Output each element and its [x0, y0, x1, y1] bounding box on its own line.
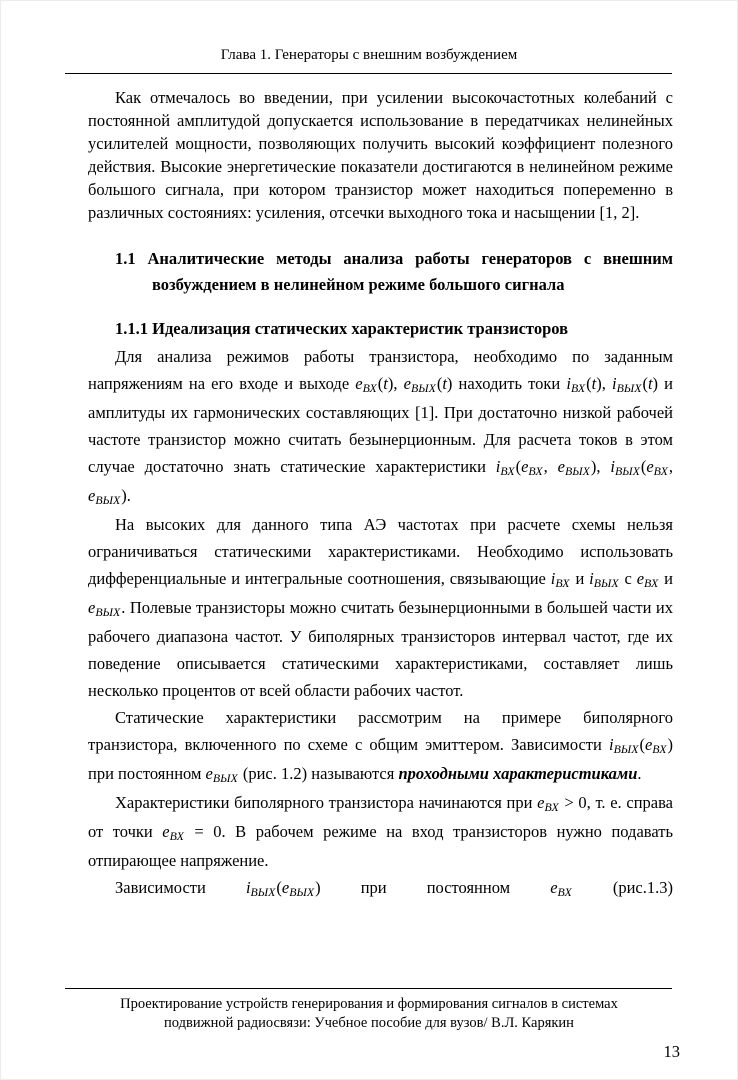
text-run: > 0, т. е. справа от точки	[88, 793, 673, 841]
text-run: (	[586, 374, 592, 393]
text-run: )	[590, 457, 597, 476]
text-run: )	[667, 735, 673, 754]
paragraph-static-characteristics	[88, 704, 673, 789]
math-run: e	[646, 457, 654, 476]
text-run: ,	[601, 374, 612, 393]
math-run: i	[245, 878, 251, 897]
text-run: )	[387, 374, 394, 393]
running-footer	[0, 995, 738, 1033]
text-run: (	[640, 457, 647, 476]
text-run: (	[276, 878, 282, 897]
math-run: ВХ	[528, 464, 543, 479]
page-content	[88, 86, 673, 984]
math-run: 1.1.1 Идеализация статических характеристик транзисторов	[115, 319, 569, 338]
paragraph-dependencies	[88, 874, 673, 903]
math-run: i	[495, 457, 501, 476]
text-run: = 0. В рабочем режиме на вход транзисторов нужно подавать отпирающее напряжение.	[88, 822, 673, 870]
math-run: e	[281, 878, 290, 897]
text-run: (	[642, 374, 648, 393]
text-run: На высоких для данного типа АЭ частотах при расчете схемы нельзя ограничиваться статическими характеристиками. Необходимо использовать дифференциальные и интегральные соотношения, связывающие	[88, 515, 673, 588]
text-run: Зависимости	[115, 878, 246, 897]
math-run: e	[537, 793, 545, 812]
text-run: Статические характеристики рассмотрим на примере биполярного транзистора, включенного по схеме с общим эмиттером. Зависимости	[88, 708, 673, 754]
section-1-1-heading	[88, 246, 673, 298]
math-run: t	[591, 374, 597, 393]
math-run: e	[521, 457, 529, 476]
text-run: )	[315, 878, 321, 897]
text-run: ,	[543, 457, 558, 476]
text-run: Для анализа режимов работы транзистора, необходимо по заданным напряжениям на его входе и выходе	[88, 347, 673, 393]
text-run: . Полевые транзисторы можно считать безынерционными в большей части их рабочего диапазона частот. У биполярных транзисторов интервал частот, где их поведение описывается статическими характеристиками, составляет лишь несколько процентов от всей области рабочих частот.	[88, 598, 673, 700]
paragraph-bipolar-start	[88, 789, 673, 874]
text-run: при постоянном	[320, 878, 551, 897]
text-run: ,	[668, 457, 673, 476]
math-run: ВЫХ	[564, 464, 590, 479]
math-run: i	[550, 569, 556, 588]
math-run: ВХ	[544, 800, 559, 815]
math-run: 1.1 Аналитические методы анализа работы генераторов с внешним возбуждением в нелинейном режиме большого сигнала	[115, 249, 673, 294]
running-header: Глава 1. Генераторы с внешним возбуждением	[220, 47, 518, 63]
text-run: (	[515, 457, 522, 476]
text-run: (	[377, 374, 384, 393]
math-run: ВХ	[653, 464, 668, 479]
math-run: e	[355, 374, 363, 393]
math-run: e	[644, 735, 653, 754]
header-rule	[65, 73, 672, 74]
section-1-1-1-heading	[88, 316, 673, 341]
math-run: ВХ	[500, 464, 515, 479]
math-run: ВЫХ	[593, 576, 619, 591]
math-run: t	[383, 374, 388, 393]
math-run: i	[608, 735, 614, 754]
math-run: e	[636, 569, 645, 588]
text-run: (рис. 1.2) называются	[238, 764, 399, 783]
math-run: ВЫХ	[212, 771, 238, 786]
math-run: ВХ	[652, 742, 667, 757]
paragraph-transistor-analysis	[88, 343, 673, 511]
math-run: ВЫХ	[289, 885, 315, 900]
math-run: ВХ	[169, 829, 184, 844]
text-run: (рис.1.3)	[572, 878, 673, 897]
text-run: )	[446, 374, 453, 393]
math-run: ВЫХ	[614, 464, 640, 479]
page-number: 13	[663, 1042, 680, 1061]
text-run: находить токи	[452, 374, 567, 393]
math-run: t	[442, 374, 447, 393]
math-run: e	[162, 822, 170, 841]
math-run: i	[566, 374, 571, 393]
text-run: и	[570, 569, 590, 588]
text-run: ,	[596, 457, 611, 476]
math-run: e	[550, 878, 558, 897]
paragraph-high-frequencies	[88, 511, 673, 704]
text-run: ,	[393, 374, 404, 393]
text-run: (	[639, 735, 645, 754]
math-run: e	[557, 457, 565, 476]
math-run: ВХ	[557, 885, 572, 900]
text-run: .	[126, 486, 131, 505]
text-run: Как отмечалось во введении, при усилении высокочастотных колебаний с постоянной амплитудой допускается использование в передатчиках нелинейных усилителей мощности, позволяющих получить высокий коэффициент полезного действия. Высокие энергетические показатели достигаются в нелинейном режиме большого сигнала, при котором транзистор может находиться попеременно в различных состояниях: усиления, отсечки выходного тока и насыщении [1, 2].	[88, 88, 673, 222]
footer-line-2: подвижной радиосвязи: Учебное пособие для вузов/ В.Л. Карякин	[164, 1015, 574, 1031]
text-run: и амплитуды их гармонических составляющих [1]. При достаточно низкой рабочей частоте транзистор можно считать безынерционным. Для расчета токов в этом случае достаточно знать статические характеристики	[88, 374, 673, 476]
text-run: с	[619, 569, 637, 588]
math-run: ВЫХ	[95, 493, 121, 508]
math-run: ВЫХ	[95, 605, 121, 620]
math-run: e	[403, 374, 411, 393]
text-run: )	[596, 374, 602, 393]
text-run: при постоянном	[88, 764, 206, 783]
math-run: ВХ	[644, 576, 659, 591]
text-run: )	[121, 486, 127, 505]
text-run: (	[436, 374, 443, 393]
math-run: i	[610, 457, 615, 476]
text-run: .	[637, 764, 642, 783]
math-run: проходными характеристиками	[398, 764, 638, 783]
math-run: ВЫХ	[410, 381, 436, 396]
math-run: ВХ	[362, 381, 377, 396]
text-run: )	[652, 374, 659, 393]
math-run: e	[205, 764, 213, 783]
text-run: Характеристики биполярного транзистора начинаются при	[115, 793, 538, 812]
math-run: ВХ	[570, 381, 586, 396]
math-run: i	[611, 374, 617, 393]
footer-line-1: Проектирование устройств генерирования и формирования сигналов в системах	[120, 996, 618, 1012]
math-run: ВХ	[555, 576, 570, 591]
math-run: ВЫХ	[613, 742, 639, 757]
math-run: ВЫХ	[616, 381, 642, 396]
math-run: e	[88, 598, 96, 617]
math-run: ВЫХ	[250, 885, 276, 900]
text-run: и	[659, 569, 673, 588]
math-run: i	[589, 569, 594, 588]
intro-paragraph	[88, 86, 673, 224]
math-run: e	[88, 486, 96, 505]
footer-rule	[65, 988, 672, 989]
math-run: t	[647, 374, 653, 393]
